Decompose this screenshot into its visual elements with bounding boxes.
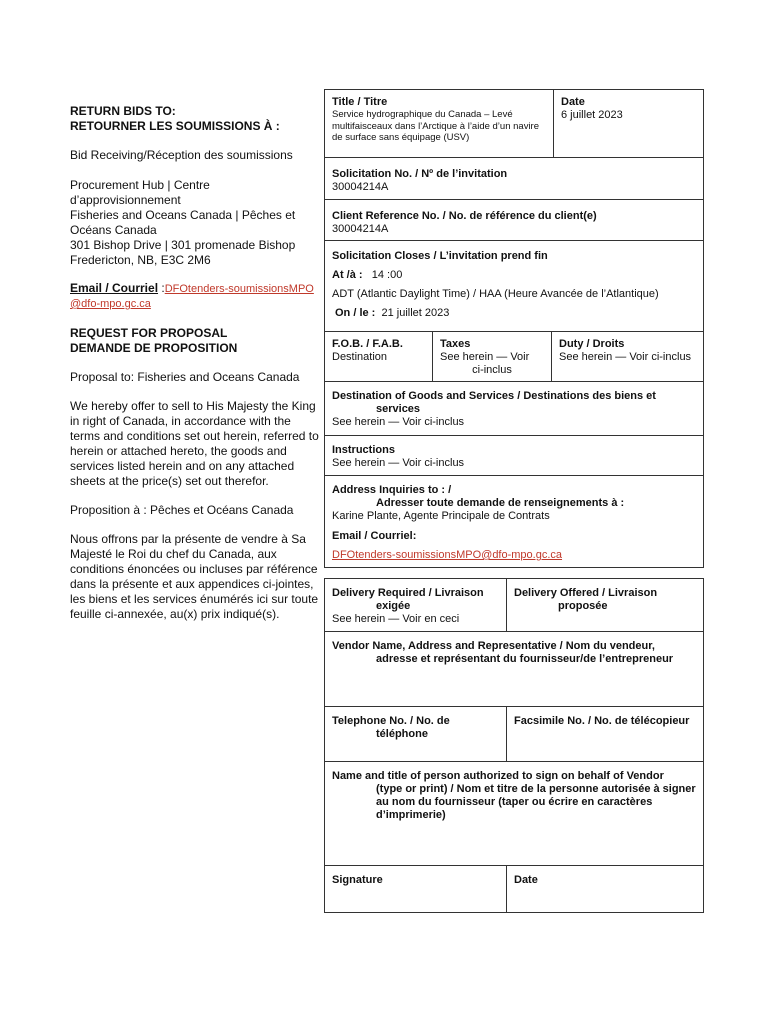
fax-label: Facsimile No. / No. de télécopieur: [514, 715, 690, 727]
phone-fax-row: [325, 707, 703, 762]
signature-date-label: Date: [514, 874, 538, 886]
inquiries-email-label: Email / Courriel:: [332, 530, 417, 542]
signature-label: Signature: [332, 874, 383, 886]
authorized-person-label-2: (type or print) / Nom et titre de la personne autorisée à signer au nom du fournisseur (taper ou écrire en caractères d’imprimerie): [376, 783, 696, 821]
fob-taxes-row: [325, 332, 703, 382]
offer-english: We hereby offer to sell to His Majesty the King in right of Canada, in accordance with the terms and conditions set out herein, referred to herein or attached hereto, the goods and services listed herein and on any attached sheets at the price(s) set out therefor.: [70, 399, 319, 488]
vendor-label-2: adresse et représentant du fournisseur/de l’entrepreneur: [376, 653, 674, 665]
vendor-row: [325, 632, 703, 707]
closing-row: [325, 241, 703, 332]
signature-row: [325, 866, 703, 912]
title-value: Service hydrographique du Canada – Levé multifaisceaux dans l’Arctique à l’aide d’un navire de surface sans équipage (USV): [332, 109, 540, 143]
vendor-form: [324, 578, 704, 913]
destination-value: See herein — Voir ci-inclus: [332, 416, 465, 428]
signature-date-field[interactable]: [506, 866, 703, 912]
return-bids-heading-fr: RETOURNER LES SOUMISSIONS À :: [70, 119, 280, 133]
timezone: ADT (Atlantic Daylight Time) / HAA (Heure Avancée de l’Atlantique): [332, 288, 659, 300]
telephone-label-2: téléphone: [376, 728, 428, 740]
title-cell: [325, 90, 553, 157]
offer-french: Nous offrons par la présente de vendre à Sa Majesté le Roi du chef du Canada, aux conditions énoncées ou incluses par référence dans la présente et aux appendices ci-jointes, les biens et les services énumérés ici sur toute feuille ci-annexée, au(x) prix indiqué(s).: [70, 532, 319, 621]
solicitation-label: Solicitation No. / Nº de l’invitation: [332, 168, 508, 180]
delivery-offered-field[interactable]: [506, 579, 703, 631]
fob-value: Destination: [332, 351, 388, 363]
inquiries-contact: Karine Plante, Agente Principale de Contrats: [332, 510, 550, 522]
destination-label: Destination of Goods and Services / Destinations des biens et: [332, 390, 656, 402]
rfp-heading: REQUEST FOR PROPOSAL: [70, 326, 228, 340]
solicitation-form: [324, 89, 704, 568]
on-label: On / le :: [335, 307, 376, 319]
instructions-value: See herein — Voir ci-inclus: [332, 457, 465, 469]
on-value: 21 juillet 2023: [381, 307, 450, 319]
inquiries-label: Address Inquiries to : /: [332, 484, 452, 496]
date-value: 6 juillet 2023: [561, 109, 623, 121]
destination-row: [325, 382, 703, 436]
title-label: Title / Titre: [332, 96, 388, 108]
address-line-4: Fredericton, NB, E3C 2M6: [70, 253, 211, 267]
fax-field[interactable]: [506, 707, 703, 761]
address-line-3: 301 Bishop Drive | 301 promenade Bishop: [70, 238, 296, 252]
delivery-required-value: See herein — Voir en ceci: [332, 613, 460, 625]
date-label: Date: [561, 96, 585, 108]
duty-value: See herein — Voir ci-inclus: [559, 351, 692, 363]
inquiries-email-link[interactable]: DFOtenders-soumissionsMPO@dfo-mpo.gc.ca: [332, 549, 563, 561]
title-row: [325, 90, 703, 158]
return-bids-section: [70, 104, 322, 622]
return-bids-heading: RETURN BIDS TO:: [70, 104, 176, 118]
taxes-label: Taxes: [440, 338, 471, 350]
instructions-row: [325, 436, 703, 476]
delivery-required-label-2: exigée: [376, 600, 411, 612]
at-label: At /à :: [332, 269, 363, 281]
client-ref-label: Client Reference No. / No. de référence du client(e): [332, 210, 597, 222]
authorized-person-field[interactable]: [325, 762, 703, 865]
destination-label-2: services: [376, 403, 421, 415]
inquiries-row: [325, 476, 703, 567]
telephone-label: Telephone No. / No. de: [332, 715, 450, 727]
proposal-to: Proposal to: Fisheries and Oceans Canada: [70, 370, 300, 384]
taxes-value: See herein — Voir: [440, 351, 530, 363]
telephone-field[interactable]: [325, 707, 506, 761]
delivery-required-label: Delivery Required / Livraison: [332, 587, 484, 599]
client-ref-row: [325, 200, 703, 241]
bid-receiving: Bid Receiving/Réception des soumissions: [70, 148, 293, 162]
delivery-offered-label-2: proposée: [558, 600, 608, 612]
date-cell: [553, 90, 703, 157]
client-ref-value: 30004214A: [332, 223, 389, 235]
authorized-person-label: Name and title of person authorized to sign on behalf of Vendor: [332, 770, 664, 782]
email-separator: :: [158, 281, 165, 295]
delivery-row: [325, 579, 703, 632]
taxes-value-2: ci-inclus: [472, 364, 512, 376]
email-label: Email / Courriel: [70, 281, 159, 295]
closing-time: [332, 269, 696, 282]
address-line-1: Procurement Hub | Centre d’approvisionnement: [70, 178, 210, 207]
solicitation-value: 30004214A: [332, 181, 389, 193]
inquiries-label-2: Adresser toute demande de renseignements à :: [376, 497, 625, 509]
delivery-offered-label: Delivery Offered / Livraison: [514, 587, 658, 599]
duty-label: Duty / Droits: [559, 338, 625, 350]
closes-label: Solicitation Closes / L’invitation prend fin: [332, 250, 548, 262]
vendor-label: Vendor Name, Address and Representative / Nom du vendeur,: [332, 640, 655, 652]
at-value: 14 :00: [371, 269, 403, 281]
solicitation-row: [325, 158, 703, 200]
rfp-heading-fr: DEMANDE DE PROPOSITION: [70, 341, 238, 355]
proposition-fr: Proposition à : Pêches et Océans Canada: [70, 503, 294, 517]
email-line: [70, 281, 322, 311]
vendor-field[interactable]: [325, 632, 703, 706]
authorized-person-row: [325, 762, 703, 866]
fob-label: F.O.B. / F.A.B.: [332, 338, 403, 350]
address-line-2: Fisheries and Oceans Canada | Pêches et Océans Canada: [70, 208, 296, 237]
signature-field[interactable]: [325, 866, 506, 912]
email-link[interactable]: DFOtenders-soumissionsMPO@dfo-mpo.gc.ca: [70, 283, 314, 310]
instructions-label: Instructions: [332, 444, 395, 456]
closing-date: [332, 307, 696, 320]
